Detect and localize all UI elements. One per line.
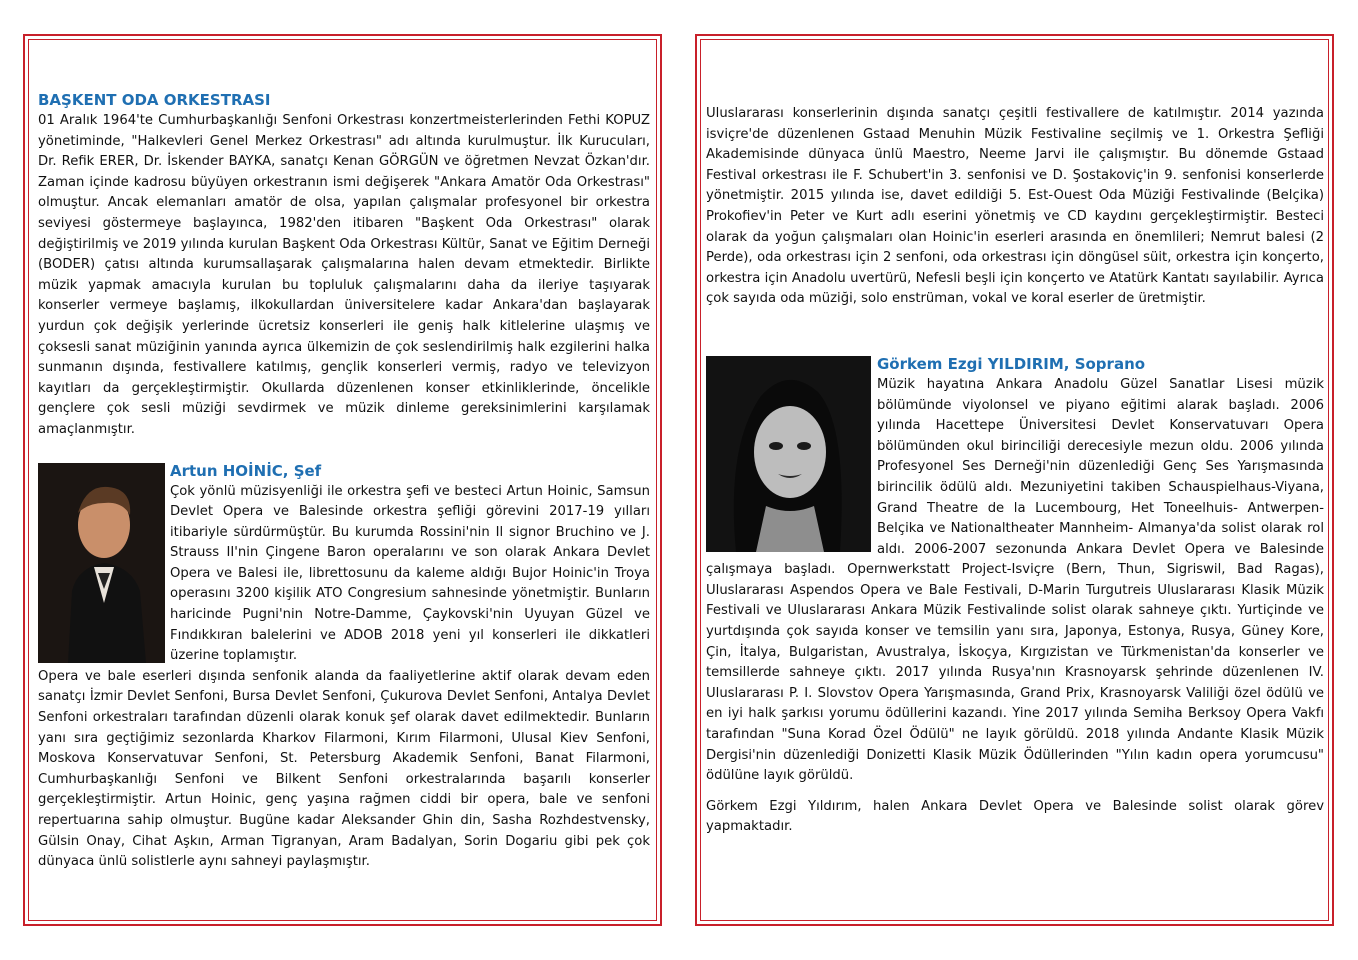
conductor-name: Artun HOİNİC, Şef (170, 461, 322, 480)
left-page-content (38, 90, 650, 873)
soloist-portrait-icon (706, 356, 871, 552)
soloist-photo (706, 356, 871, 552)
right-page-content (706, 104, 1324, 838)
conductor-bio: Çok yönlü müzisyenliği ile orkestra şefi ve besteci Artun Hoinic, Samsun Devlet Opera ve Balesinde orkestra şefliği görevini 2017-19 yılları itibariyle sürdürmüştür. Bu kurumda Rossini'nin Il signor Bruchino ve J. Strauss II'nin Çingene Baron operalarını ve son olarak Ankara Devlet Opera ve Balesi ile, librettosunu da kaleme aldığı Bujor Hoinic'in Troya operasını 3200 kişilik ATO Congresium sahnesinde yönetmiştir. Bunların haricinde Pugni'nin Notre-Damme, Çaykovski'nin Uyuyan Güzel ve Fındıkkıran balelerini ve ADOB 2018 yeni yıl konserleri ile dikkatleri üzerine toplamıştır. (170, 483, 650, 664)
soloist-current-position: Görkem Ezgi Yıldırım, halen Ankara Devlet Opera ve Balesinde solist olarak görev yapmaktadır. (706, 798, 1324, 835)
conductor-photo (38, 463, 165, 663)
conductor-festivals: Uluslararası konserlerinin dışında sanatçı çeşitli festivallere de katılmıştır. 2014 yazında isviçre'de düzenlenen Gstaad Menuhin Müzik Festivaline seçilmiş ve 1. Orkestra Şefliği Akademisinde dünyaca ünlü Maestro, Neeme Jarvi ile çalışmıştır. Bu dönemde Gstaad Festival orkestrası ile F. Schubert'in 3. senfonisi ve D. Şostakoviç'in 9. senfonisi konserlerde yönetmiştir. 2015 yılında ise, davet edildiği 5. Est-Ouest Oda Müziği Festivalinde (Belçika) Prokofiev'in Peter ve Kurt adlı eserini yönetmiş ve CD kaydını gerçekleştirmiştir. Besteci olarak da yoğun çalışmaları olan Hoinic'in eserleri arasında en önemlileri; Nemrut balesi (2 Perde), oda orkestrası için 2 senfoni, oda orkestrası için döngüsel süit, orkestra için konçerto, orkestra için Anadolu uvertürü, Nefesli beşli için konçerto ve Atatürk Kantatı sayılabilir. Ayrıca çok sayıda oda müziği, solo enstrüman, vokal ve koral eserler de üretmiştir. (706, 106, 1324, 307)
conductor-portrait-icon (38, 463, 165, 663)
conductor-section (38, 461, 650, 667)
orchestra-title: BAŞKENT ODA ORKESTRASI (38, 91, 271, 109)
soloist-name: Görkem Ezgi YILDIRIM, Soprano (877, 354, 1146, 373)
orchestra-history: 01 Aralık 1964'te Cumhurbaşkanlığı Senfoni Orkestrası konzertmeisterlerinden Fethi KOPUZ yönetiminde, "Halkevleri Genel Merkez Orkestrası" adı altında kurulmuştur. İlk Kurucuları, Dr. Refik ERER, Dr. İskender BAYKA, sanatçı Kenan GÖRGÜN ve öğretmen Nevzat Özkan'dır. Zaman içinde kadrosu büyüyen orkestranın ismi değişerek "Ankara Amatör Oda Orkestrası" olmuştur. Ancak elemanları amatör de olsa, yapılan çalışmalar profesyonel bir orkestra seviyesi göstermeye başlayınca, 1982'den itibaren "Başkent Oda Orkestrası" olarak değiştirilmiş ve 2019 yılında kurulan Başkent Oda Orkestrası Kültür, Sanat ve Eğitim Derneği (BODER) çatısı altında kurumsallaşarak çalışmalarına halen devam etmektedir. Birlikte müzik yapmak amacıyla kurulan bu topluluk çalışmalarını daha da ileriye taşıyarak konserler vermeye başlamış, ilkokullardan üniversitelere kadar Ankara'dan başlayarak yurdun çok değişik yerlerinde ücretsiz konserleri ile geniş halk kitlelerine ulaşmış ve çoksesli sanat müziğinin yanında ayrıca ülkemizin de çok seslendirilmiş halk ezgilerini halka sunmanın dışında, festivallere katılmış, gençlik konserleri vermiş, radyo ve televizyon kayıtları da gerçekleştirmiştir. Okullarda düzenlenen konser etkinliklerinde, öncelikle gençlere çok sesli müziği sevdirmek ve müzik dinleme gereksinimlerini karşılamak amaçlanmıştır. (38, 113, 650, 437)
soloist-section (706, 354, 1324, 787)
soloist-bio: Müzik hayatına Ankara Anadolu Güzel Sanatlar Lisesi müzik bölümünde viyolonsel ve piyano eğitimi alarak başladı. 2006 yılında Hacettepe Üniversitesi Devlet Konservatuvarı Opera bölümünden okul birinciliği derecesiyle mezun oldu. 2006 yılında Profesyonel Ses Derneği'nin düzenlediği Genç Ses Yarışmasında birincilik ödülü aldı. Mezuniyetini takiben Schauspielhaus-Viyana, Grand Theatre de la Lucembourg, Het Toneelhuis- Antwerpen-Belçika ve Nationaltheater Mannheim- Almanya'da solist olarak rol aldı. 2006-2007 sezonunda Ankara Devlet Opera ve Balesinde çalışmaya başladı. Opernwerkstatt Project-Isviçre (Bern, Thun, Sigriswil, Bad Ragas), Uluslararası Aspendos Opera ve Bale Festivali, D-Marin Turgutreis Uluslararası Klasik Müzik Festivali ve Uluslararası Ankara Müzik Festivalinde solist olarak sahneye çıktı. Yurtiçinde ve yurtdışında çok sayıda konser ve temsilin yanı sıra, Japonya, Estonya, Rusya, Güney Kore, Çin, İtalya, Bulgaristan, Avustralya, İskoçya, Kırgızistan ve Türkmenistan'da konserler ve temsillerde sahneye çıktı. 2017 yılında Rusya'nın Krasnoyarsk şehrinde düzenlenen IV. Uluslararası P. I. Slovstov Opera Yarışmasında, Grand Prix, Krasnoyarsk Valiliği özel ödülü ve en iyi halk şarkısı yorumu ödüllerini kazandı. Yine 2017 yılında Semiha Berksoy Opera Vakfı tarafından "Suna Korad Özel Ödülü" ne layık görüldü. 2018 yılında Andante Klasik Müzik Dergisi'nin düzenlediği Donizetti Klasik Müzik Ödüllerinden "Yılın kadın opera yorumcusu" ödülüne layık görüldü. (706, 376, 1324, 784)
conductor-career: Opera ve bale eserleri dışında senfonik alanda da faaliyetlerine aktif olarak devam eden sanatçı İzmir Devlet Senfoni, Bursa Devlet Senfoni, Çukurova Devlet Senfoni, Antalya Devlet Senfoni orkestraları tarafından düzenli olarak konuk şef olarak davet edilmektedir. Bunların yanı sıra geçtiğimiz sezonlarda Kharkov Filarmoni, Kırım Filarmoni, Ulusal Kiev Senfoni, Moskova Konservatuvar Senfoni, St. Petersburg Akademik Senfoni, Banat Filarmoni, Cumhurbaşkanlığı Senfoni ve Bilkent Senfoni orkestralarında başarılı konserler gerçekleştirmiştir. Artun Hoinic, genç yaşına rağmen ciddi bir opera, bale ve senfoni repertuarına sahip olmuştur. Bugüne kadar Aleksander Ghin din, Sasha Rozhdestvensky, Gülsin Onay, Cihat Aşkın, Arman Tigranyan, Aram Badalyan, Sorin Dogariu gibi pek çok dünyaca ünlü solistlerle aynı sahneyi paylaşmıştır. (38, 668, 650, 870)
